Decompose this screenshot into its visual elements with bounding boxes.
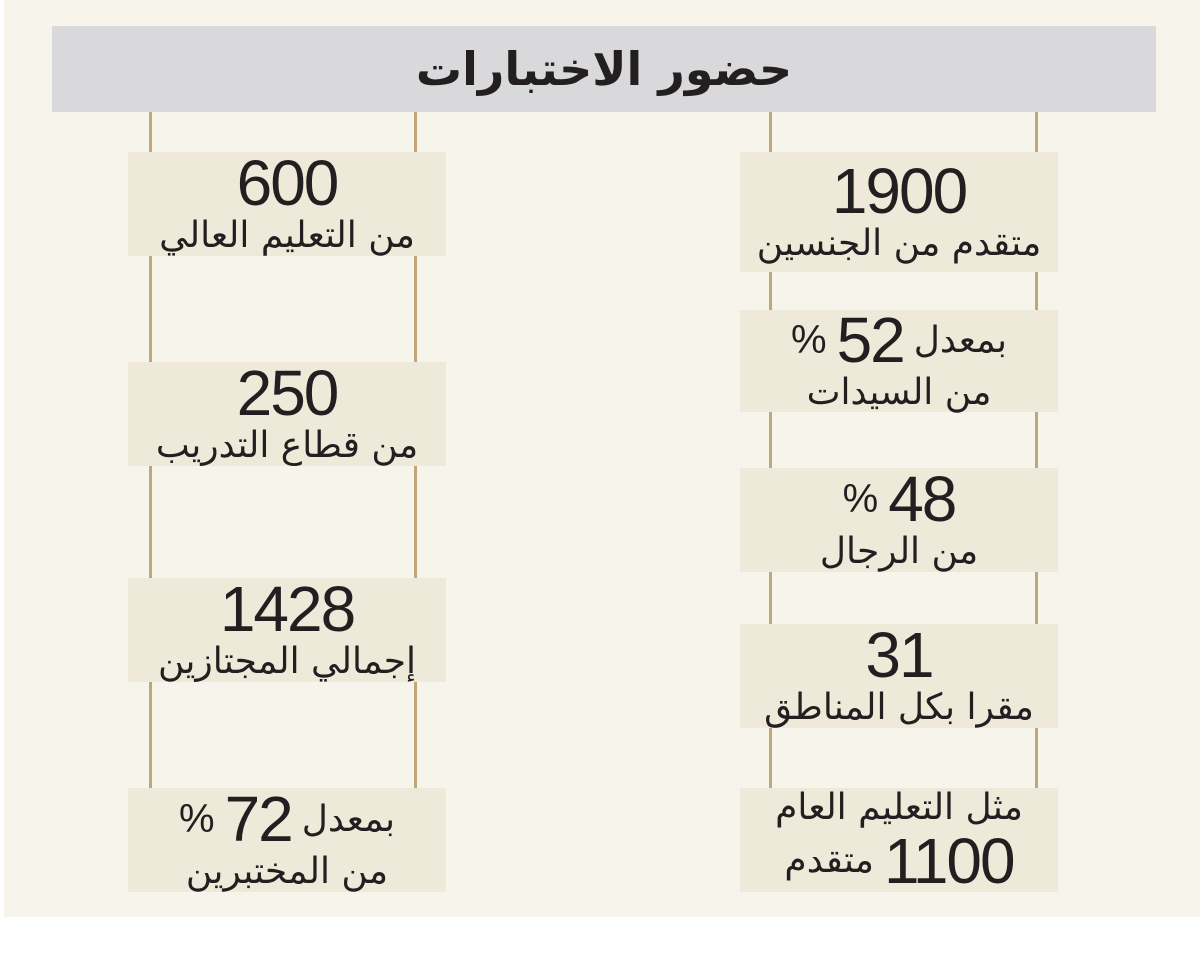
percent-sign: % <box>178 796 215 841</box>
stat-label: من الرجال <box>819 531 979 573</box>
stat-suffix: متقدم <box>784 840 874 881</box>
stat-rate-row <box>178 783 396 856</box>
stat-label: مثل التعليم العام <box>775 787 1023 829</box>
infographic-title: حضور الاختبارات <box>415 42 793 96</box>
stat-value: 48 <box>888 463 956 536</box>
percent-sign: % <box>790 317 827 362</box>
stat-label: من السيدات <box>806 372 992 414</box>
stat-card-men <box>740 463 1058 573</box>
stat-label: مقرا بكل المناطق <box>764 687 1034 729</box>
stat-label: من التعليم العالي <box>159 215 415 257</box>
stat-value: 31 <box>865 619 933 692</box>
stat-label: إجمالي المجتازين <box>157 641 417 683</box>
stat-card-women <box>740 304 1058 414</box>
stat-card-total-applicants <box>740 152 1058 272</box>
stat-prefix: بمعدل <box>301 798 396 840</box>
percent-sign: % <box>842 476 879 521</box>
stat-value: 600 <box>236 147 338 220</box>
stat-label: متقدم من الجنسين <box>756 223 1042 265</box>
title-bar <box>52 26 1156 112</box>
stat-card-training-sector <box>128 357 446 467</box>
stat-card-total-passed <box>128 573 446 683</box>
stat-value: 1900 <box>831 155 967 228</box>
stat-prefix: بمعدل <box>913 319 1008 361</box>
stat-value: 1100 <box>883 824 1014 897</box>
stat-label: من قطاع التدريب <box>155 425 419 467</box>
stat-card-pass-rate <box>128 783 446 893</box>
stat-card-higher-education <box>128 147 446 257</box>
stat-value-row <box>784 824 1014 897</box>
stat-value: 72 <box>224 783 292 856</box>
stat-label: من المختبرين <box>185 851 389 893</box>
stat-rate-row <box>842 463 956 536</box>
stat-value: 250 <box>236 357 338 430</box>
stat-value: 52 <box>836 304 904 377</box>
stat-card-general-education <box>740 787 1058 897</box>
stat-value: 1428 <box>219 573 355 646</box>
stat-card-centers <box>740 619 1058 729</box>
stat-rate-row <box>790 304 1008 377</box>
